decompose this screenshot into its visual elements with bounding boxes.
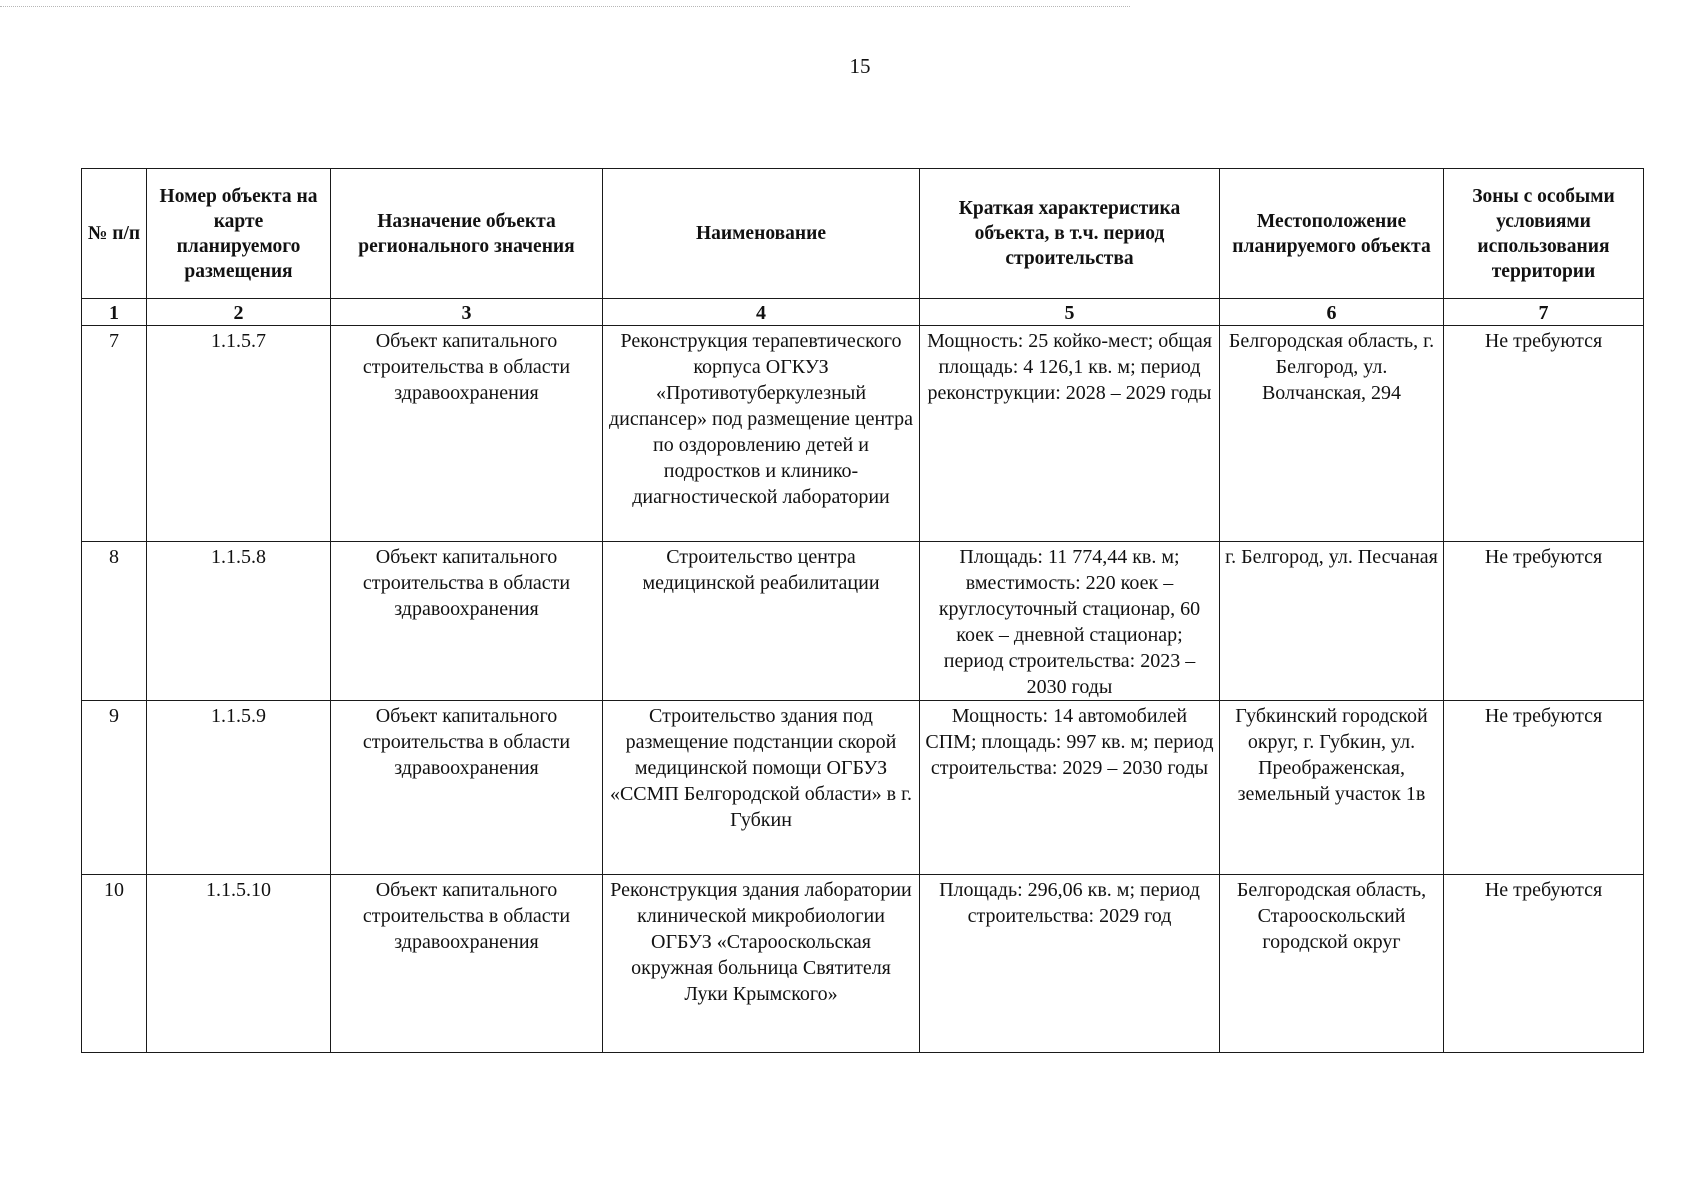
column-number: 2 <box>147 299 331 326</box>
row-number: 10 <box>82 875 147 1053</box>
column-number: 5 <box>920 299 1220 326</box>
object-purpose: Объект капитального строительства в области здравоохранения <box>331 542 603 701</box>
special-zones: Не требуются <box>1444 542 1644 701</box>
column-number-row <box>82 299 1644 326</box>
map-number: 1.1.5.7 <box>147 326 331 542</box>
table-row <box>82 701 1644 875</box>
object-location: г. Белгород, ул. Песчаная <box>1220 542 1444 701</box>
object-characteristic: Площадь: 296,06 кв. м; период строительства: 2029 год <box>920 875 1220 1053</box>
header-zones: Зоны с особыми условиями использования территории <box>1444 169 1644 299</box>
column-number: 6 <box>1220 299 1444 326</box>
table-row <box>82 875 1644 1053</box>
header-name: Наименование <box>603 169 920 299</box>
header-characteristic: Краткая характеристика объекта, в т.ч. период строительства <box>920 169 1220 299</box>
header-location: Местоположение планируемого объекта <box>1220 169 1444 299</box>
row-number: 7 <box>82 326 147 542</box>
header-purpose: Назначение объекта регионального значения <box>331 169 603 299</box>
header-row-number: № п/п <box>82 169 147 299</box>
map-number: 1.1.5.10 <box>147 875 331 1053</box>
table-row <box>82 326 1644 542</box>
column-number: 1 <box>82 299 147 326</box>
page-number: 15 <box>849 54 871 78</box>
object-name: Реконструкция терапевтического корпуса ОГКУЗ «Противотуберкулезный диспансер» под размещение центра по оздоровлению детей и подростков и клинико-диагностической лаборатории <box>603 326 920 542</box>
row-number: 9 <box>82 701 147 875</box>
column-number: 4 <box>603 299 920 326</box>
row-number: 8 <box>82 542 147 701</box>
map-number: 1.1.5.8 <box>147 542 331 701</box>
object-location: Губкинский городской округ, г. Губкин, ул. Преображенская, земельный участок 1в <box>1220 701 1444 875</box>
object-purpose: Объект капитального строительства в области здравоохранения <box>331 875 603 1053</box>
objects-table <box>81 168 1644 1053</box>
object-name: Строительство центра медицинской реабилитации <box>603 542 920 701</box>
table-header-row <box>82 169 1644 299</box>
object-name: Реконструкция здания лаборатории клинической микробиологии ОГБУЗ «Старооскольская окружная больница Святителя Луки Крымского» <box>603 875 920 1053</box>
column-number: 3 <box>331 299 603 326</box>
object-purpose: Объект капитального строительства в области здравоохранения <box>331 701 603 875</box>
object-name: Строительство здания под размещение подстанции скорой медицинской помощи ОГБУЗ «ССМП Белгородской области» в г. Губкин <box>603 701 920 875</box>
object-characteristic: Мощность: 25 койко-мест; общая площадь: 4 126,1 кв. м; период реконструкции: 2028 – 2029 годы <box>920 326 1220 542</box>
object-purpose: Объект капитального строительства в области здравоохранения <box>331 326 603 542</box>
object-characteristic: Мощность: 14 автомобилей СПМ; площадь: 997 кв. м; период строительства: 2029 – 2030 годы <box>920 701 1220 875</box>
scan-artifact-line <box>0 6 1130 11</box>
map-number: 1.1.5.9 <box>147 701 331 875</box>
column-number: 7 <box>1444 299 1644 326</box>
special-zones: Не требуются <box>1444 875 1644 1053</box>
object-location: Белгородская область, Старооскольский городской округ <box>1220 875 1444 1053</box>
object-location: Белгородская область, г. Белгород, ул. Волчанская, 294 <box>1220 326 1444 542</box>
table-row <box>82 542 1644 701</box>
object-characteristic: Площадь: 11 774,44 кв. м; вместимость: 220 коек – круглосуточный стационар, 60 коек – дневной стационар; период строительства: 2023 – 2030 годы <box>920 542 1220 701</box>
header-map-number: Номер объекта на карте планируемого размещения <box>147 169 331 299</box>
special-zones: Не требуются <box>1444 701 1644 875</box>
special-zones: Не требуются <box>1444 326 1644 542</box>
